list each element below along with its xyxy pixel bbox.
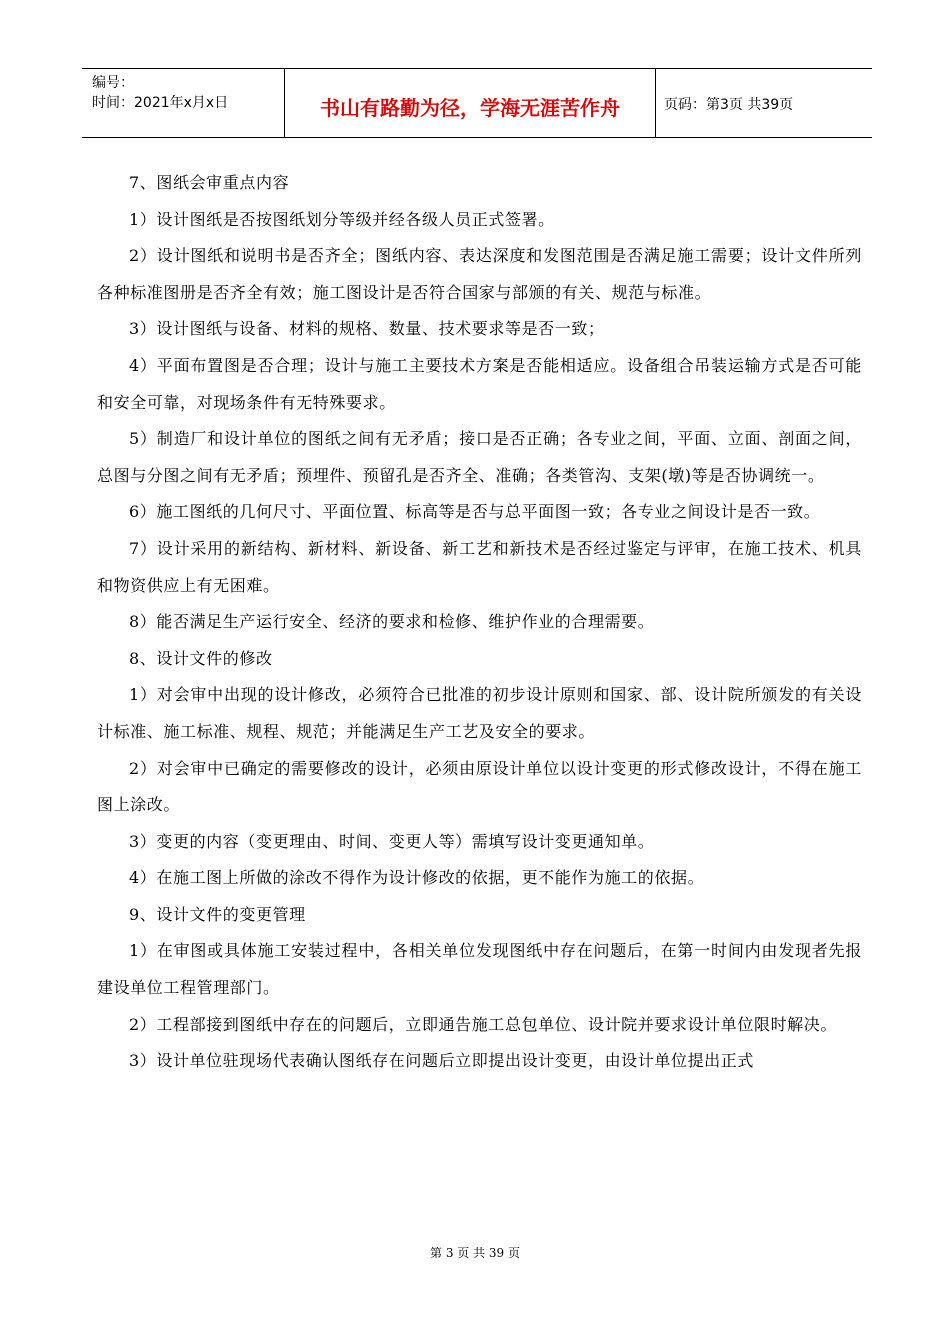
paragraph: 2）对会审中已确定的需要修改的设计，必须由原设计单位以设计变更的形式修改设计，不得在施工图上涂改。	[97, 758, 862, 815]
section-heading: 8、设计文件的修改	[129, 648, 273, 668]
document-number-label: 编号：	[92, 75, 134, 91]
page-header	[82, 68, 872, 138]
paragraph: 6）施工图纸的几何尺寸、平面位置、标高等是否与总平面图一致；各专业之间设计是否一致。	[129, 502, 821, 522]
paragraph: 1）在审图或具体施工安装过程中，各相关单位发现图纸中存在问题后，在第一时间内由发现者先报建设单位工程管理部门。	[97, 941, 862, 998]
paragraph: 5）制造厂和设计单位的图纸之间有无矛盾；接口是否正确；各专业之间，平面、立面、剖面之间，总图与分图之间有无矛盾；预埋件、预留孔是否齐全、准确；各类管沟、支架(墩)等是否协调统一。	[97, 429, 862, 485]
section-heading: 7、图纸会审重点内容	[129, 173, 290, 192]
paragraph: 1）设计图纸是否按图纸划分等级并经各级人员正式签署。	[129, 209, 555, 229]
header-meta	[82, 69, 285, 137]
paragraph: 1）对会审中出现的设计修改，必须符合已批准的初步设计原则和国家、部、设计院所颁发的有关设计标准、施工标准、规程、规范；并能满足生产工艺及安全的要求。	[97, 685, 862, 741]
paragraph: 4）在施工图上所做的涂改不得作为设计修改的依据，更不能作为施工的依据。	[129, 868, 705, 888]
page-footer: 第 3 页 共 39 页	[430, 1246, 520, 1260]
paragraph: 4）平面布置图是否合理；设计与施工主要技术方案是否能相适应。设备组合吊装运输方式是否可能和安全可靠，对现场条件有无特殊要求。	[97, 355, 862, 412]
header-motto: 书山有路勤为径，学海无涯苦作舟	[285, 69, 656, 137]
paragraph: 3）设计单位驻现场代表确认图纸存在问题后立即提出设计变更，由设计单位提出正式	[129, 1051, 754, 1071]
document-time-label: 时间：2021年x月x日	[92, 95, 229, 111]
document-body	[97, 165, 862, 1080]
paragraph: 2）工程部接到图纸中存在的问题后，立即通告施工总包单位、设计院并要求设计单位限时解决。	[129, 1014, 837, 1034]
paragraph: 3）变更的内容（变更理由、时间、变更人等）需填写设计变更通知单。	[129, 831, 655, 851]
section-heading: 9、设计文件的变更管理	[129, 904, 306, 924]
paragraph: 2）设计图纸和说明书是否齐全；图纸内容、表达深度和发图范围是否满足施工需要；设计文件所列各种标准图册是否齐全有效；施工图设计是否符合国家与部颁的有关、规范与标准。	[97, 246, 862, 302]
paragraph: 8）能否满足生产运行安全、经济的要求和检修、维护作业的合理需要。	[129, 612, 655, 632]
paragraph: 7）设计采用的新结构、新材料、新设备、新工艺和新技术是否经过鉴定与评审，在施工技术、机具和物资供应上有无困难。	[97, 538, 862, 595]
header-page-info: 页码：第3页 共39页	[664, 97, 794, 113]
paragraph: 3）设计图纸与设备、材料的规格、数量、技术要求等是否一致；	[129, 319, 605, 339]
